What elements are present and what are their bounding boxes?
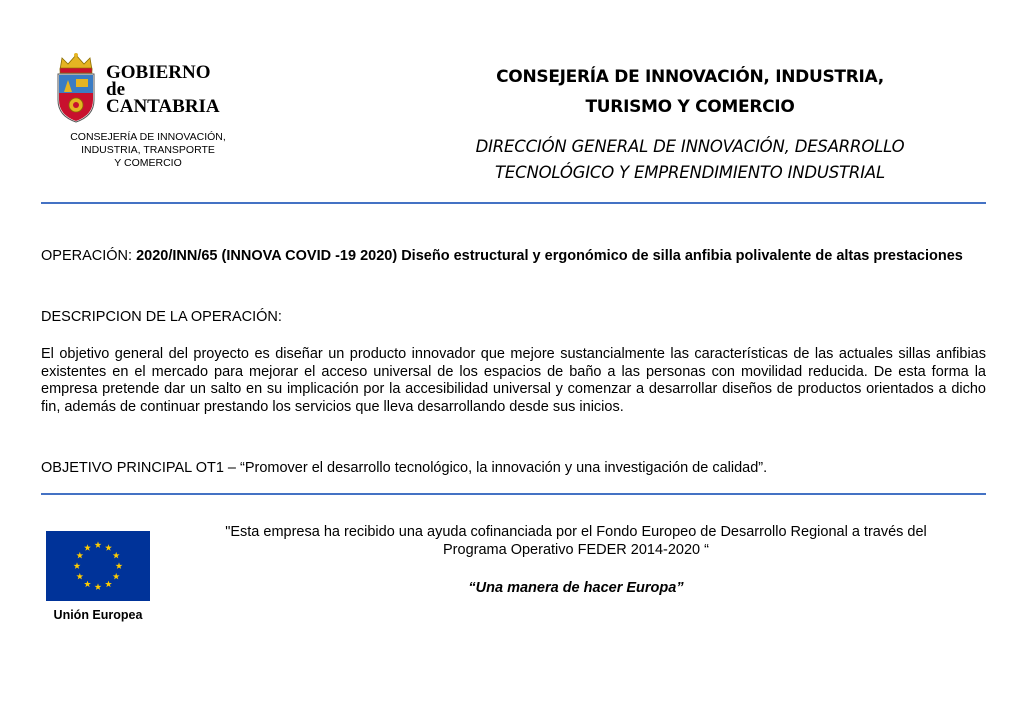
government-name [106, 64, 220, 115]
directorate-title [440, 134, 940, 186]
government-name-line: de [106, 79, 125, 100]
eu-label: Unión Europea [53, 608, 143, 622]
cantabria-coat-of-arms-icon [54, 52, 98, 124]
eu-flag-icon [46, 531, 150, 601]
operation-label: OPERACIÓN: [41, 248, 137, 264]
directorate-title-line: DIRECCIÓN GENERAL DE INNOVACIÓN, DESARROLLO [475, 137, 905, 156]
description-heading: DESCRIPCION DE LA OPERACIÓN: [41, 309, 282, 325]
directorate-title-line: TECNOLÓGICO Y EMPRENDIMIENTO INDUSTRIAL [495, 163, 885, 182]
department-subtitle [54, 131, 242, 170]
operation-title: 2020/INN/65 (INNOVA COVID -19 2020) Diseño estructural y ergonómico de silla anfibia polivalente de altas prestaciones [136, 248, 963, 264]
department-subtitle-line: CONSEJERÍA DE INNOVACIÓN, [70, 131, 226, 143]
government-logo-block [54, 52, 254, 182]
motto: “Una manera de hacer Europa” [468, 580, 684, 596]
government-name-line: GOBIERNO [106, 62, 211, 83]
footer-divider [41, 493, 986, 495]
ministry-title [440, 62, 940, 122]
header-divider [41, 202, 986, 204]
department-subtitle-line: Y COMERCIO [114, 157, 182, 169]
ministry-title-line: TURISMO Y COMERCIO [585, 97, 795, 117]
ministry-title-line: CONSEJERÍA DE INNOVACIÓN, INDUSTRIA, [496, 67, 884, 87]
header-titles [440, 62, 940, 186]
department-subtitle-line: INDUSTRIA, TRANSPORTE [81, 144, 215, 156]
government-name-line: CANTABRIA [106, 96, 220, 117]
objective-text: OBJETIVO PRINCIPAL OT1 – “Promover el desarrollo tecnológico, la innovación y una investigación de calidad”. [41, 460, 768, 476]
description-text: El objetivo general del proyecto es diseñar un producto innovador que mejore sustancialmente las características de las actuales sillas anfibias existentes en el mercado para mejorar el acceso universal de los espacios de baño a las personas con movilidad reducida. De esta forma la empresa pretende dar un salto en su implicación por la accesibilidad universal y comenzar a desarrollar diseños de productos orientados a dicho fin, además de continuar prestando los servicios que lleva desarrollando desde sus inicios. [41, 346, 986, 415]
funding-statement: "Esta empresa ha recibido una ayuda cofinanciada por el Fondo Europeo de Desarrollo Regional a través del Programa Operativo FEDER 2014-2020 “ [225, 524, 927, 558]
operation-line [41, 248, 986, 266]
